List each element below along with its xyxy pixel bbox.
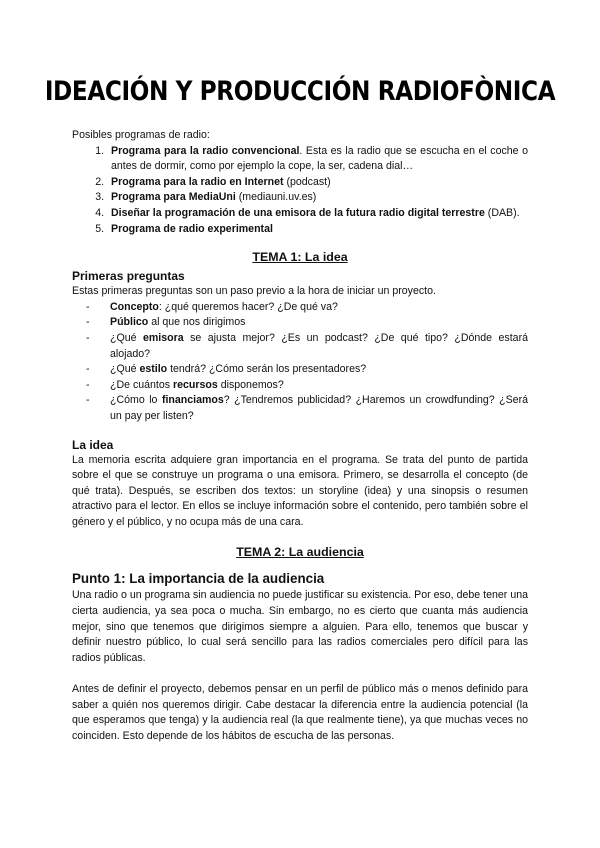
programs-intro: Posibles programas de radio: (72, 129, 210, 141)
tema2-heading: TEMA 2: La audiencia (236, 545, 364, 560)
questions-list (72, 300, 528, 425)
list-item: - ¿Qué emisora se ajusta mejor? ¿Es un podcast? ¿De qué tipo? ¿Dónde estará alojado? (108, 331, 528, 362)
paragraph-la-idea: La memoria escrita adquiere gran importancia en el programa. Se trata del punto de partida sobre el que se construye un programa o una emisora. Primero, se desarrolla el concepto (de qué trata). Después, se escriben dos textos: un storyline (idea) y una sinopsis o resumen atractivo para el lector. En ellos se incluye información sobre el contenido, pero también sobre el género y el público, y no ocupa más de una cara. (72, 453, 528, 528)
list-item: 3. Programa para MediaUni (mediauni.uv.es) (107, 190, 528, 206)
list-item: 4. Diseñar la programación de una emisora de la futura radio digital terrestre (DAB). (107, 206, 528, 222)
list-item: - ¿Qué estilo tendrá? ¿Cómo serán los presentadores? (108, 362, 528, 378)
questions-intro: Estas primeras preguntas son un paso previo a la hora de iniciar un proyecto. (72, 285, 436, 298)
document-title: IDEACIÓN Y PRODUCCIÓN RADIOFÒNICA (44, 76, 556, 107)
list-item: - ¿Cómo lo financiamos? ¿Tendremos publicidad? ¿Haremos un crowdfunding? ¿Será un pay per listen? (108, 393, 528, 424)
paragraph-audiencia-2: Antes de definir el proyecto, debemos pensar en un perfil de público más o menos definido para saber a quién nos queremos dirigir. Cabe destacar la diferencia entre la audiencia potencial (la que esperamos que tenga) y la audiencia real (la que realmente tiene), ya que muchas veces no coinciden. Esto depende de los hábitos de escucha de las personas. (72, 683, 528, 742)
tema1-heading: TEMA 1: La idea (252, 250, 348, 265)
list-item: - Concepto: ¿qué queremos hacer? ¿De qué va? (108, 300, 528, 316)
paragraph-spacer (72, 666, 528, 682)
list-item: 2. Programa para la radio en Internet (podcast) (107, 175, 528, 191)
list-item: - Público al que nos dirigimos (108, 315, 528, 331)
programs-list (72, 144, 528, 238)
section-heading-punto1: Punto 1: La importancia de la audiencia (72, 571, 325, 587)
list-item: 1. Programa para la radio convencional. Esta es la radio que se escucha en el coche o antes de dormir, como por ejemplo la cope, la ser, cadena dial… (107, 144, 528, 175)
document-body (72, 128, 528, 744)
list-item: 5. Programa de radio experimental (107, 222, 528, 238)
list-item: - ¿De cuántos recursos disponemos? (108, 378, 528, 394)
section-heading-primeras-preguntas: Primeras preguntas (72, 269, 185, 284)
section-heading-la-idea: La idea (72, 437, 114, 452)
paragraph-audiencia-1: Una radio o un programa sin audiencia no puede justificar su existencia. Por eso, debe tener una cierta audiencia, ya sea poca o mucha. Sin embargo, no es cierto que cuanta más audiencia mejor, sino que tenemos que dirigimos siempre a alguien. Para ello, tenemos que buscar y definir nuestro público, lo cual será sencillo para las radios comerciales pero difícil para las radios públicas. (72, 589, 528, 664)
